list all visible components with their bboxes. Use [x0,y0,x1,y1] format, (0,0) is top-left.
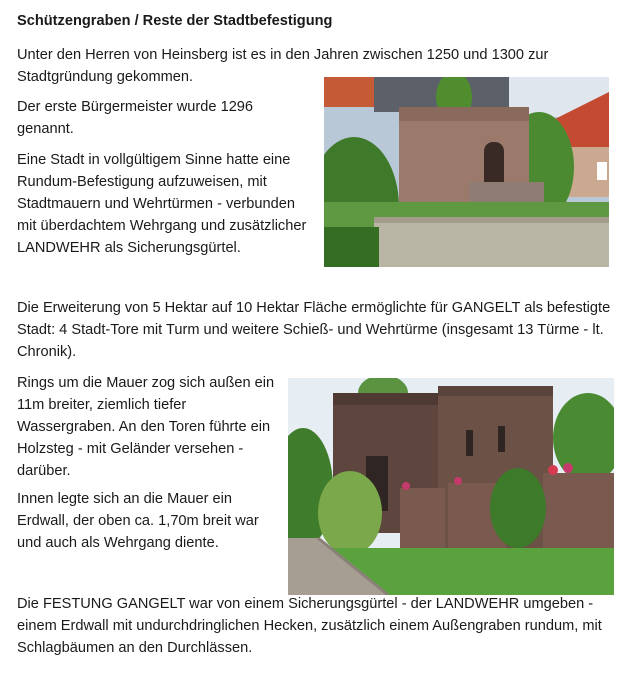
paragraph-moat: Rings um die Mauer zog sich außen ein 11m breiter, ziemlich tiefer Wassergraben. An den Toren führte ein Holzsteg - mit Geländer versehen - darüber. [17,375,275,479]
paragraph-founding: Unter den Herren von Heinsberg ist es in den Jahren zwischen 1250 und 1300 zur Stadtgründung gekommen. [17,47,549,85]
city-wall-photo [288,378,614,595]
paragraph-earthwall: Innen legte sich an die Mauer ein Erdwall, der oben ca. 1,70m breit war und auch als Wehrgang diente. [17,491,259,551]
page-title: Schützengraben / Reste der Stadtbefestigung [17,13,333,29]
paragraph-expansion: Die Erweiterung von 5 Hektar auf 10 Hektar Fläche ermöglichte für GANGELT als befestigte Stadt: 4 Stadt-Tore mit Turm und weitere Schieß- und Wehrtürme (insgesamt 13 Türme - lt. Chronik). [17,300,611,360]
tower-ruin-photo [324,77,609,267]
paragraph-landwehr: Die FESTUNG GANGELT war von einem Sicherungsgürtel - der LANDWEHR umgeben - einem Erdwall mit undurchdringlichen Hecken, zusätzlich einem Außengraben rundum, mit Schlagbäumen an den Durchlässen. [17,596,602,656]
paragraph-fortification: Eine Stadt in vollgültigem Sinne hatte eine Rundum-Befestigung aufzuweisen, mit Stadtmauern und Wehrtürmen - verbunden mit überdachtem Wehrgang und zusätzlicher LANDWEHR als Sicherungsgürtel. [17,152,307,256]
paragraph-mayor: Der erste Bürgermeister wurde 1296 genannt. [17,99,254,137]
